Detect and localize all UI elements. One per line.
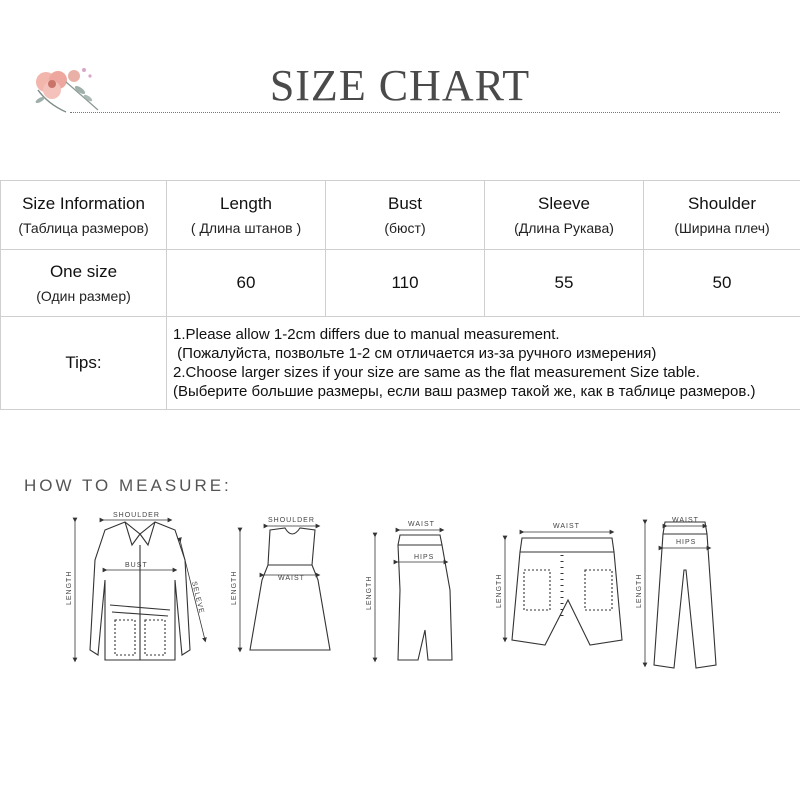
skirt-length-label: LENGTH: [366, 575, 373, 610]
header-sub-label: (Таблица размеров): [18, 220, 149, 236]
pants-hips-label: HIPS: [676, 539, 697, 546]
tips-text: [167, 317, 800, 410]
header-cell-bust: [326, 181, 485, 250]
jacket-length-label: LENGTH: [66, 570, 73, 605]
tip-line: 2.Choose larger sizes if your size are same as the flat measurement Size table.: [173, 364, 700, 381]
title-divider: [70, 112, 780, 113]
shorts-illustration: [505, 532, 622, 645]
header-sub-label: (Длина Рукава): [514, 220, 614, 236]
dress-waist-label: WAIST: [278, 575, 305, 582]
dress-shoulder-label: SHOULDER: [268, 517, 315, 524]
header-label: Size Information: [22, 194, 145, 213]
tip-line: (Выберите большие размеры, если ваш размер такой же, как в таблице размеров.): [173, 383, 756, 400]
garment-illustrations: [0, 500, 800, 800]
pants-waist-label: WAIST: [672, 517, 699, 524]
sleeve-value: 55: [485, 250, 644, 317]
page-title: SIZE CHART: [269, 61, 531, 110]
header-label: Shoulder: [687, 194, 757, 213]
tips-row: [1, 317, 800, 410]
shorts-length-label: LENGTH: [496, 573, 503, 608]
bust-value: 110: [326, 250, 485, 317]
dress-length-label: LENGTH: [231, 570, 238, 605]
header-label: Length: [220, 194, 272, 213]
header-sub-label: (Ширина плеч): [674, 220, 770, 236]
shorts-waist-label: WAIST: [553, 523, 580, 530]
tip-line: (Пожалуйста, позвольте 1-2 см отличается из-за ручного измерения): [173, 345, 657, 362]
size-label-cell: [1, 250, 167, 317]
jacket-shoulder-label: SHOULDER: [113, 512, 160, 519]
how-to-measure-heading: HOW TO MEASURE:: [24, 476, 232, 495]
size-table: [0, 180, 800, 410]
jacket-bust-label: BUST: [125, 562, 148, 569]
header-label: Bust: [387, 194, 423, 213]
size-sub-label: (Один размер): [36, 288, 131, 304]
dress-illustration: [240, 526, 330, 650]
tip-line: 1.Please allow 1-2cm differs due to manual measurement.: [173, 326, 560, 343]
header-label: Sleeve: [538, 194, 590, 213]
header: [0, 0, 800, 140]
size-label: One size: [49, 262, 118, 281]
skirt-hips-label: HIPS: [414, 554, 435, 561]
length-value: 60: [167, 250, 326, 317]
jacket-illustration: [75, 520, 205, 660]
table-row: [1, 250, 800, 317]
header-sub-label: (бюст): [384, 220, 426, 236]
table-header-row: [1, 181, 800, 250]
header-cell-shoulder: [644, 181, 800, 250]
header-cell-sleeve: [485, 181, 644, 250]
skirt-illustration: [375, 530, 452, 660]
tips-label: Tips:: [1, 317, 167, 410]
skirt-waist-label: WAIST: [408, 521, 435, 528]
header-cell-length: [167, 181, 326, 250]
shoulder-value: 50: [644, 250, 800, 317]
pants-length-label: LENGTH: [636, 573, 643, 608]
header-sub-label: ( Длина штанов ): [190, 220, 302, 236]
header-cell-size-information: [1, 181, 167, 250]
jacket-sleeve-label: SELEVE: [190, 580, 205, 615]
